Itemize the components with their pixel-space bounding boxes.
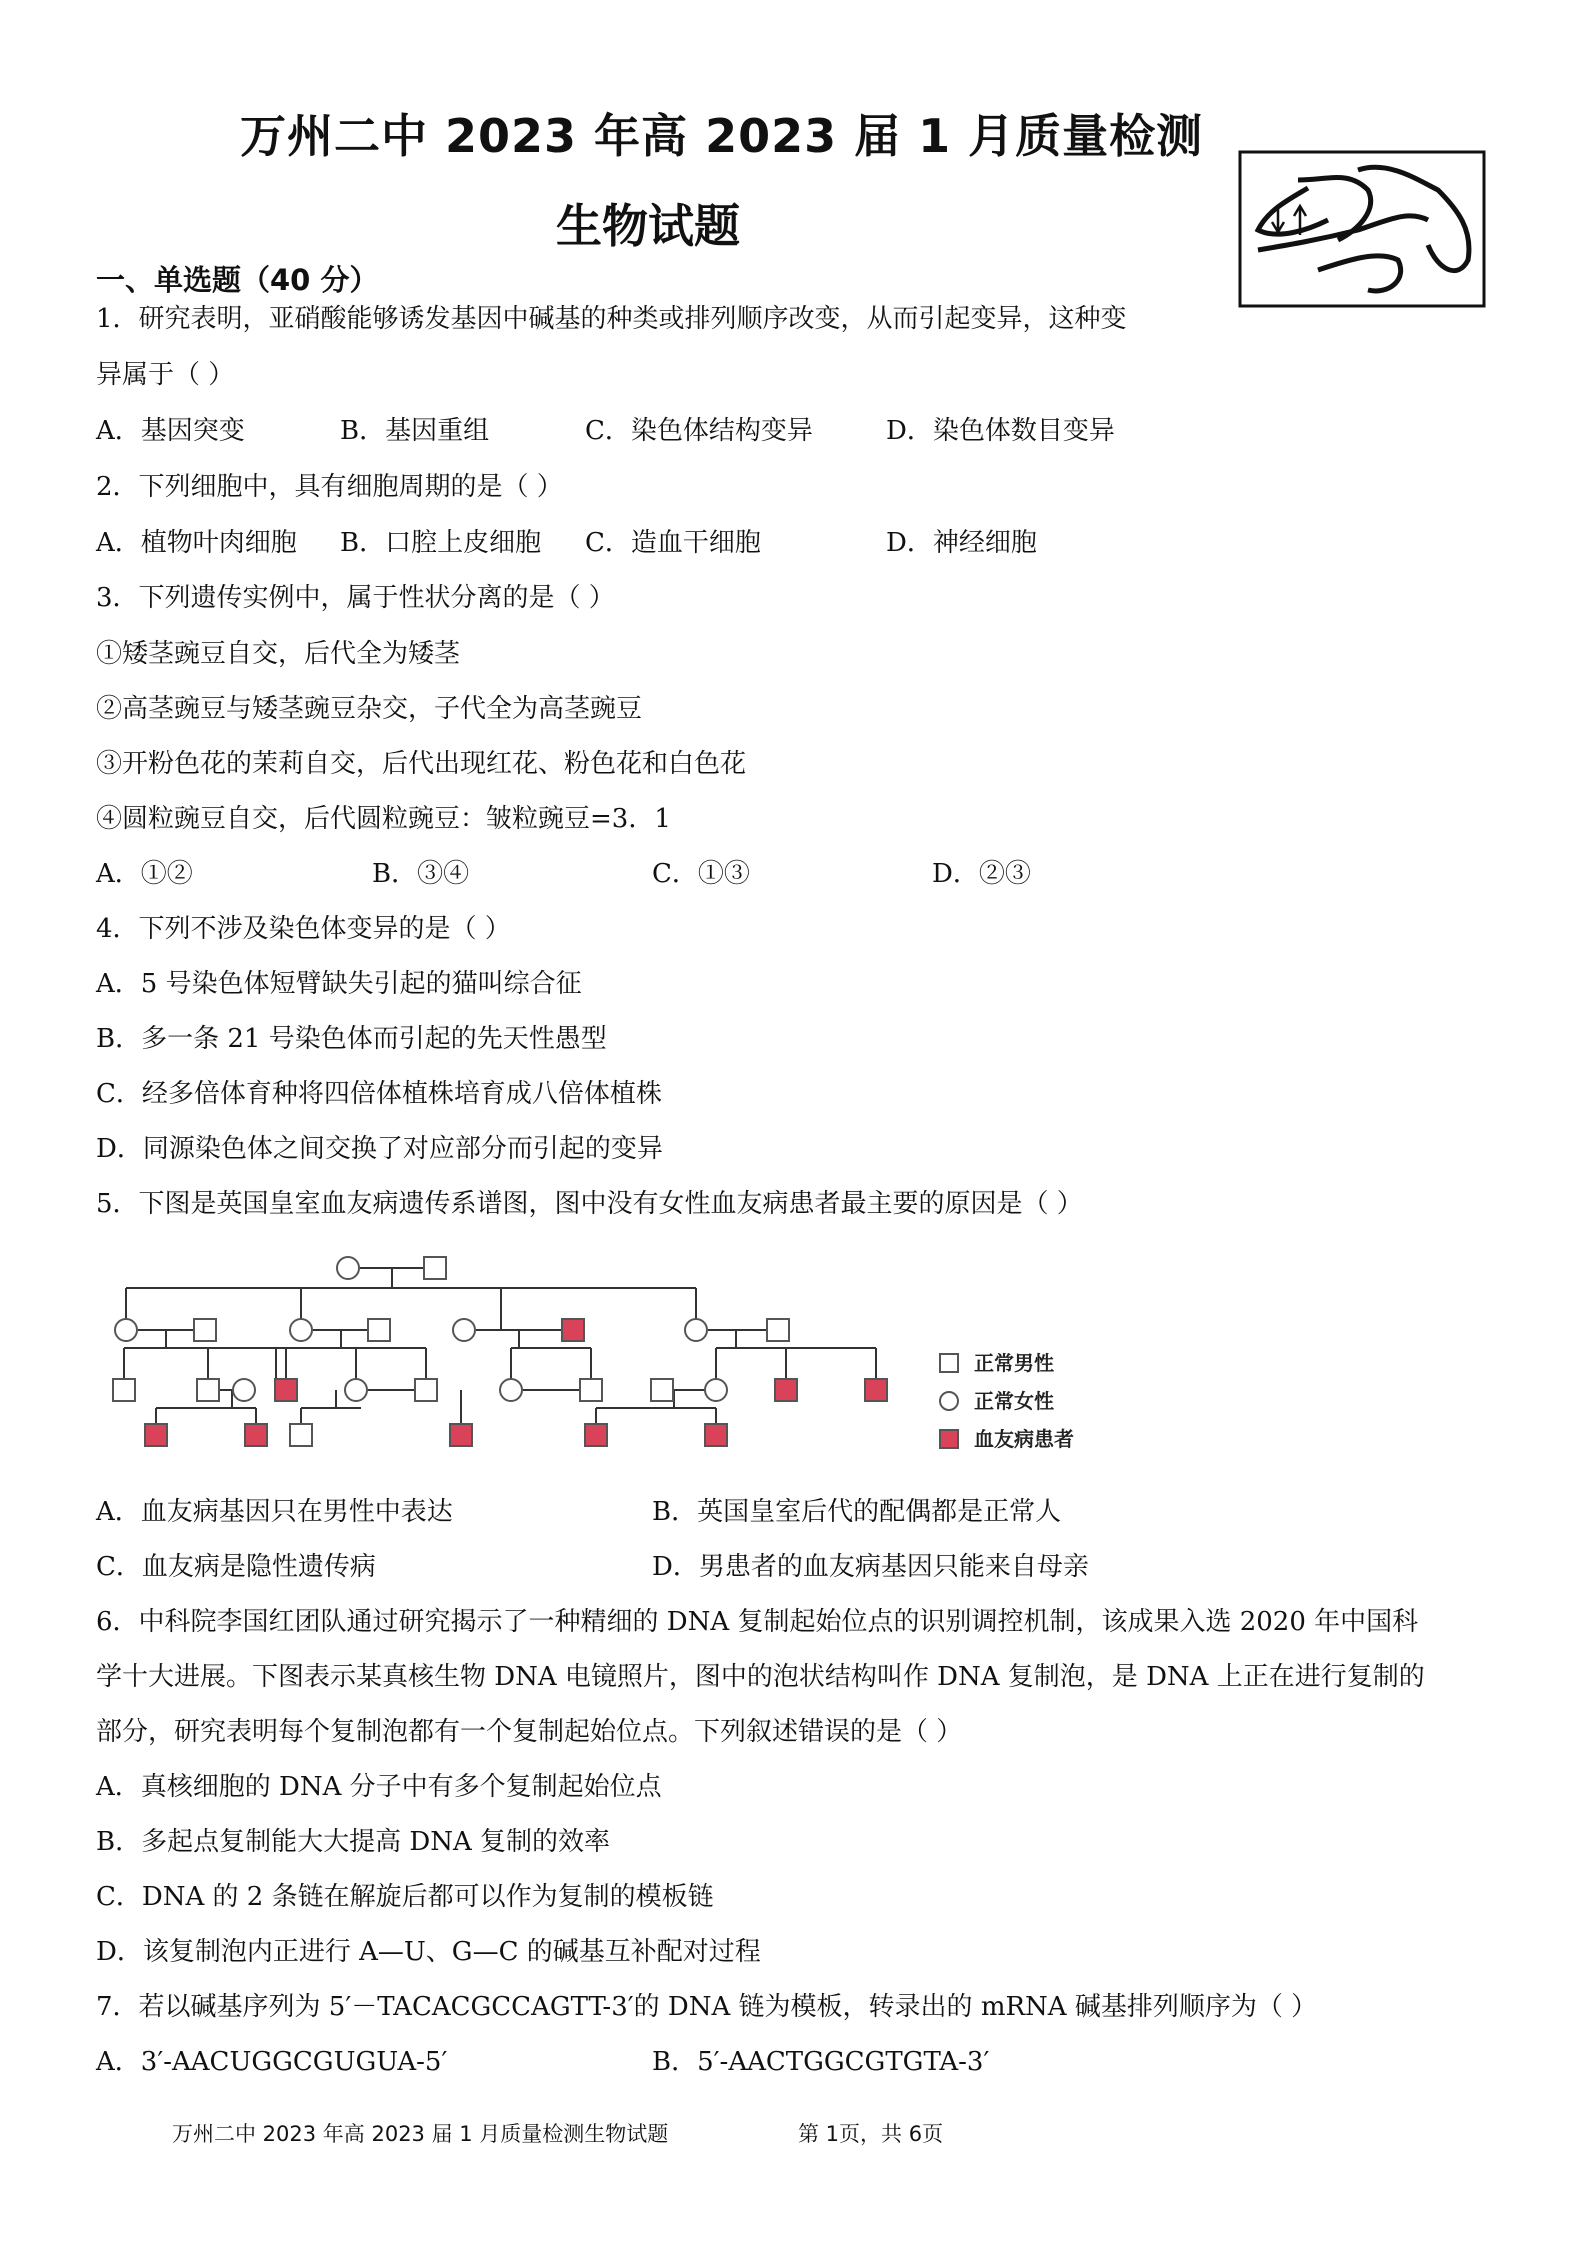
q4-stem: 4．下列不涉及染色体变异的是（ ） — [96, 914, 511, 944]
q4-option-a: A．5 号染色体短臂缺失引起的猫叫综合征 — [96, 969, 582, 999]
q6-option-c: C．DNA 的 2 条链在解旋后都可以作为复制的模板链 — [96, 1882, 714, 1912]
legend-hemophilia-patient: 血友病患者 — [974, 1427, 1074, 1451]
page-footer-title: 万州二中 2023 年高 2023 届 1 月质量检测生物试题 — [172, 2122, 669, 2146]
q6-option-d: D．该复制泡内正进行 A—U、G—C 的碱基互补配对过程 — [96, 1937, 761, 1967]
q1-option-b: B．基因重组 — [340, 416, 490, 446]
q1-option-d: D．染色体数目变异 — [886, 416, 1115, 446]
q5-stem: 5．下图是英国皇室血友病遗传系谱图，图中没有女性血友病患者最主要的原因是（ ） — [96, 1189, 1083, 1219]
legend-normal-female: 正常女性 — [974, 1389, 1054, 1413]
q5-option-d: D．男患者的血友病基因只能来自母亲 — [652, 1552, 1089, 1582]
q3-option-b: B．③④ — [372, 859, 470, 889]
pedigree-chart — [96, 1248, 1136, 1472]
q3-item-2: ②高茎豌豆与矮茎豌豆杂交，子代全为高茎豌豆 — [96, 694, 643, 724]
q3-option-a: A．①② — [96, 859, 193, 889]
q7-option-a: A．3′-AACUGGCGUGUA-5′ — [96, 2047, 448, 2077]
q3-option-c: C．①③ — [652, 859, 750, 889]
q2-option-d: D．神经细胞 — [886, 528, 1037, 558]
q5-option-b: B．英国皇室后代的配偶都是正常人 — [652, 1497, 1062, 1527]
q1-stem-line2: 异属于（ ） — [96, 360, 235, 390]
q4-option-b: B．多一条 21 号染色体而引起的先天性愚型 — [96, 1024, 607, 1054]
q5-option-c: C．血友病是隐性遗传病 — [96, 1552, 376, 1582]
q6-stem-line1: 6．中科院李国红团队通过研究揭示了一种精细的 DNA 复制起始位点的识别调控机制，该成果入选 2020 年中国科 — [96, 1607, 1419, 1637]
pedigree-legend — [940, 1351, 1074, 1451]
q4-option-c: C．经多倍体育种将四倍体植株培育成八倍体植株 — [96, 1079, 662, 1109]
q7-option-b: B．5′-AACTGGCGTGTA-3′ — [652, 2047, 990, 2077]
q6-option-b: B．多起点复制能大大提高 DNA 复制的效率 — [96, 1827, 611, 1857]
q5-option-a: A．血友病基因只在男性中表达 — [96, 1497, 453, 1527]
q7-stem: 7．若以碱基序列为 5′－TACACGCCAGTT-3′的 DNA 链为模板，转录出的 mRNA 碱基排列顺序为（ ） — [96, 1992, 1318, 2022]
q2-option-a: A．植物叶肉细胞 — [96, 528, 297, 558]
q1-stem-line1: 1．研究表明，亚硝酸能够诱发基因中碱基的种类或排列顺序改变，从而引起变异，这种变 — [96, 304, 1127, 334]
legend-normal-male: 正常男性 — [974, 1351, 1054, 1375]
q2-stem: 2．下列细胞中，具有细胞周期的是（ ） — [96, 472, 563, 502]
q3-item-1: ①矮茎豌豆自交，后代全为矮茎 — [96, 639, 461, 669]
school-emblem-icon — [1238, 150, 1486, 308]
exam-subtitle: 生物试题 — [556, 199, 740, 253]
section-heading: 一、单选题（40 分） — [96, 263, 379, 297]
q3-stem: 3．下列遗传实例中，属于性状分离的是（ ） — [96, 583, 615, 613]
q6-option-a: A．真核细胞的 DNA 分子中有多个复制起始位点 — [96, 1772, 662, 1802]
q1-option-a: A．基因突变 — [96, 416, 245, 446]
page-number: 第 1页，共 6页 — [798, 2122, 944, 2146]
q3-option-d: D．②③ — [932, 859, 1031, 889]
q6-stem-line3: 部分，研究表明每个复制泡都有一个复制起始位点。下列叙述错误的是（ ） — [96, 1717, 963, 1747]
q6-stem-line2: 学十大进展。下图表示某真核生物 DNA 电镜照片，图中的泡状结构叫作 DNA 复制泡，是 DNA 上正在进行复制的 — [96, 1662, 1425, 1692]
q2-option-c: C．造血干细胞 — [585, 528, 761, 558]
exam-title: 万州二中 2023 年高 2023 届 1 月质量检测 — [240, 109, 1204, 163]
q2-option-b: B．口腔上皮细胞 — [340, 528, 542, 558]
q1-option-c: C．染色体结构变异 — [585, 416, 813, 446]
q3-item-4: ④圆粒豌豆自交，后代圆粒豌豆：皱粒豌豆=3．1 — [96, 804, 671, 834]
q4-option-d: D．同源染色体之间交换了对应部分而引起的变异 — [96, 1134, 663, 1164]
q3-item-3: ③开粉色花的茉莉自交，后代出现红花、粉色花和白色花 — [96, 749, 747, 779]
